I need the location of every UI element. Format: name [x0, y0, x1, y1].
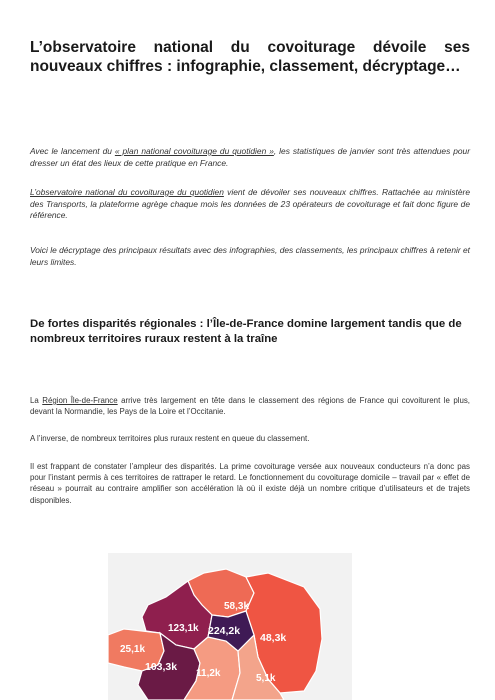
intro-text: Avec le lancement du: [30, 146, 115, 156]
body-paragraph-3: Il est frappant de constater l’ampleur des disparités. La prime covoiturage versée aux nouveaux conducteurs n’a donc pas pour l’instant permis à ces territoires de rattraper le retard. Le fonctionnement du covoiturage domicile – travail par « effet de réseau » pourrait au contraire amplifier son accélération là où il existe déjà un nombre critique d’utilisateurs et de trajets disponibles.: [30, 462, 470, 505]
label-pays-de-la-loire: 103,3k: [145, 661, 178, 673]
intro-text: vient de dévoiler ses nouveaux chiffres. Rattachée au ministère des Transports, la plateforme agrège chaque mois les données de 23 opérateurs de covoiturage et fait donc figure de référence.: [30, 187, 470, 220]
observatoire-link[interactable]: L’observatoire national du covoiturage du quotidien: [30, 187, 224, 197]
body-text: La: [30, 396, 43, 405]
body-text: arrive très largement en tête dans le classement des régions de France qui covoiturent le plus, devant la Normandie, les Pays de la Loire et l’Occitanie.: [30, 396, 470, 417]
body-paragraph-2: A l’inverse, de nombreux territoires plus ruraux restent en queue du classement.: [30, 434, 310, 443]
region-idf-link[interactable]: Région Île-de-France: [42, 396, 118, 405]
intro-text: , les statistiques de janvier sont très attendues pour dresser un état des lieux de cette pratique en France.: [30, 146, 470, 168]
intro-paragraph-2: [30, 187, 470, 222]
france-regions-map: [108, 553, 352, 700]
article-title: L’observatoire national du covoiturage dévoile ses nouveaux chiffres : infographie, classement, décryptage…: [30, 39, 470, 75]
intro-paragraph-3: Voici le décryptage des principaux résultats avec des infographies, des classements, les principaux chiffres à retenir et leurs limites.: [30, 245, 470, 267]
label-grand-est: 48,3k: [260, 632, 287, 644]
label-hauts-de-france: 58,3k: [224, 601, 250, 612]
body-paragraph-1: [30, 395, 470, 417]
label-centre: 11,2k: [196, 668, 221, 679]
map-svg: [108, 553, 352, 700]
label-bourgogne: 5,1k: [256, 673, 276, 684]
section-heading: De fortes disparités régionales : l’Île-de-France domine largement tandis que de nombreux territoires ruraux restent à la traîne: [30, 318, 462, 345]
intro-paragraph-1: [30, 146, 470, 169]
plan-national-link[interactable]: « plan national covoiturage du quotidien »: [114, 146, 274, 156]
label-bretagne: 25,1k: [120, 644, 146, 655]
label-ile-de-france: 224,2k: [208, 625, 241, 637]
label-normandie: 123,1k: [168, 623, 199, 634]
